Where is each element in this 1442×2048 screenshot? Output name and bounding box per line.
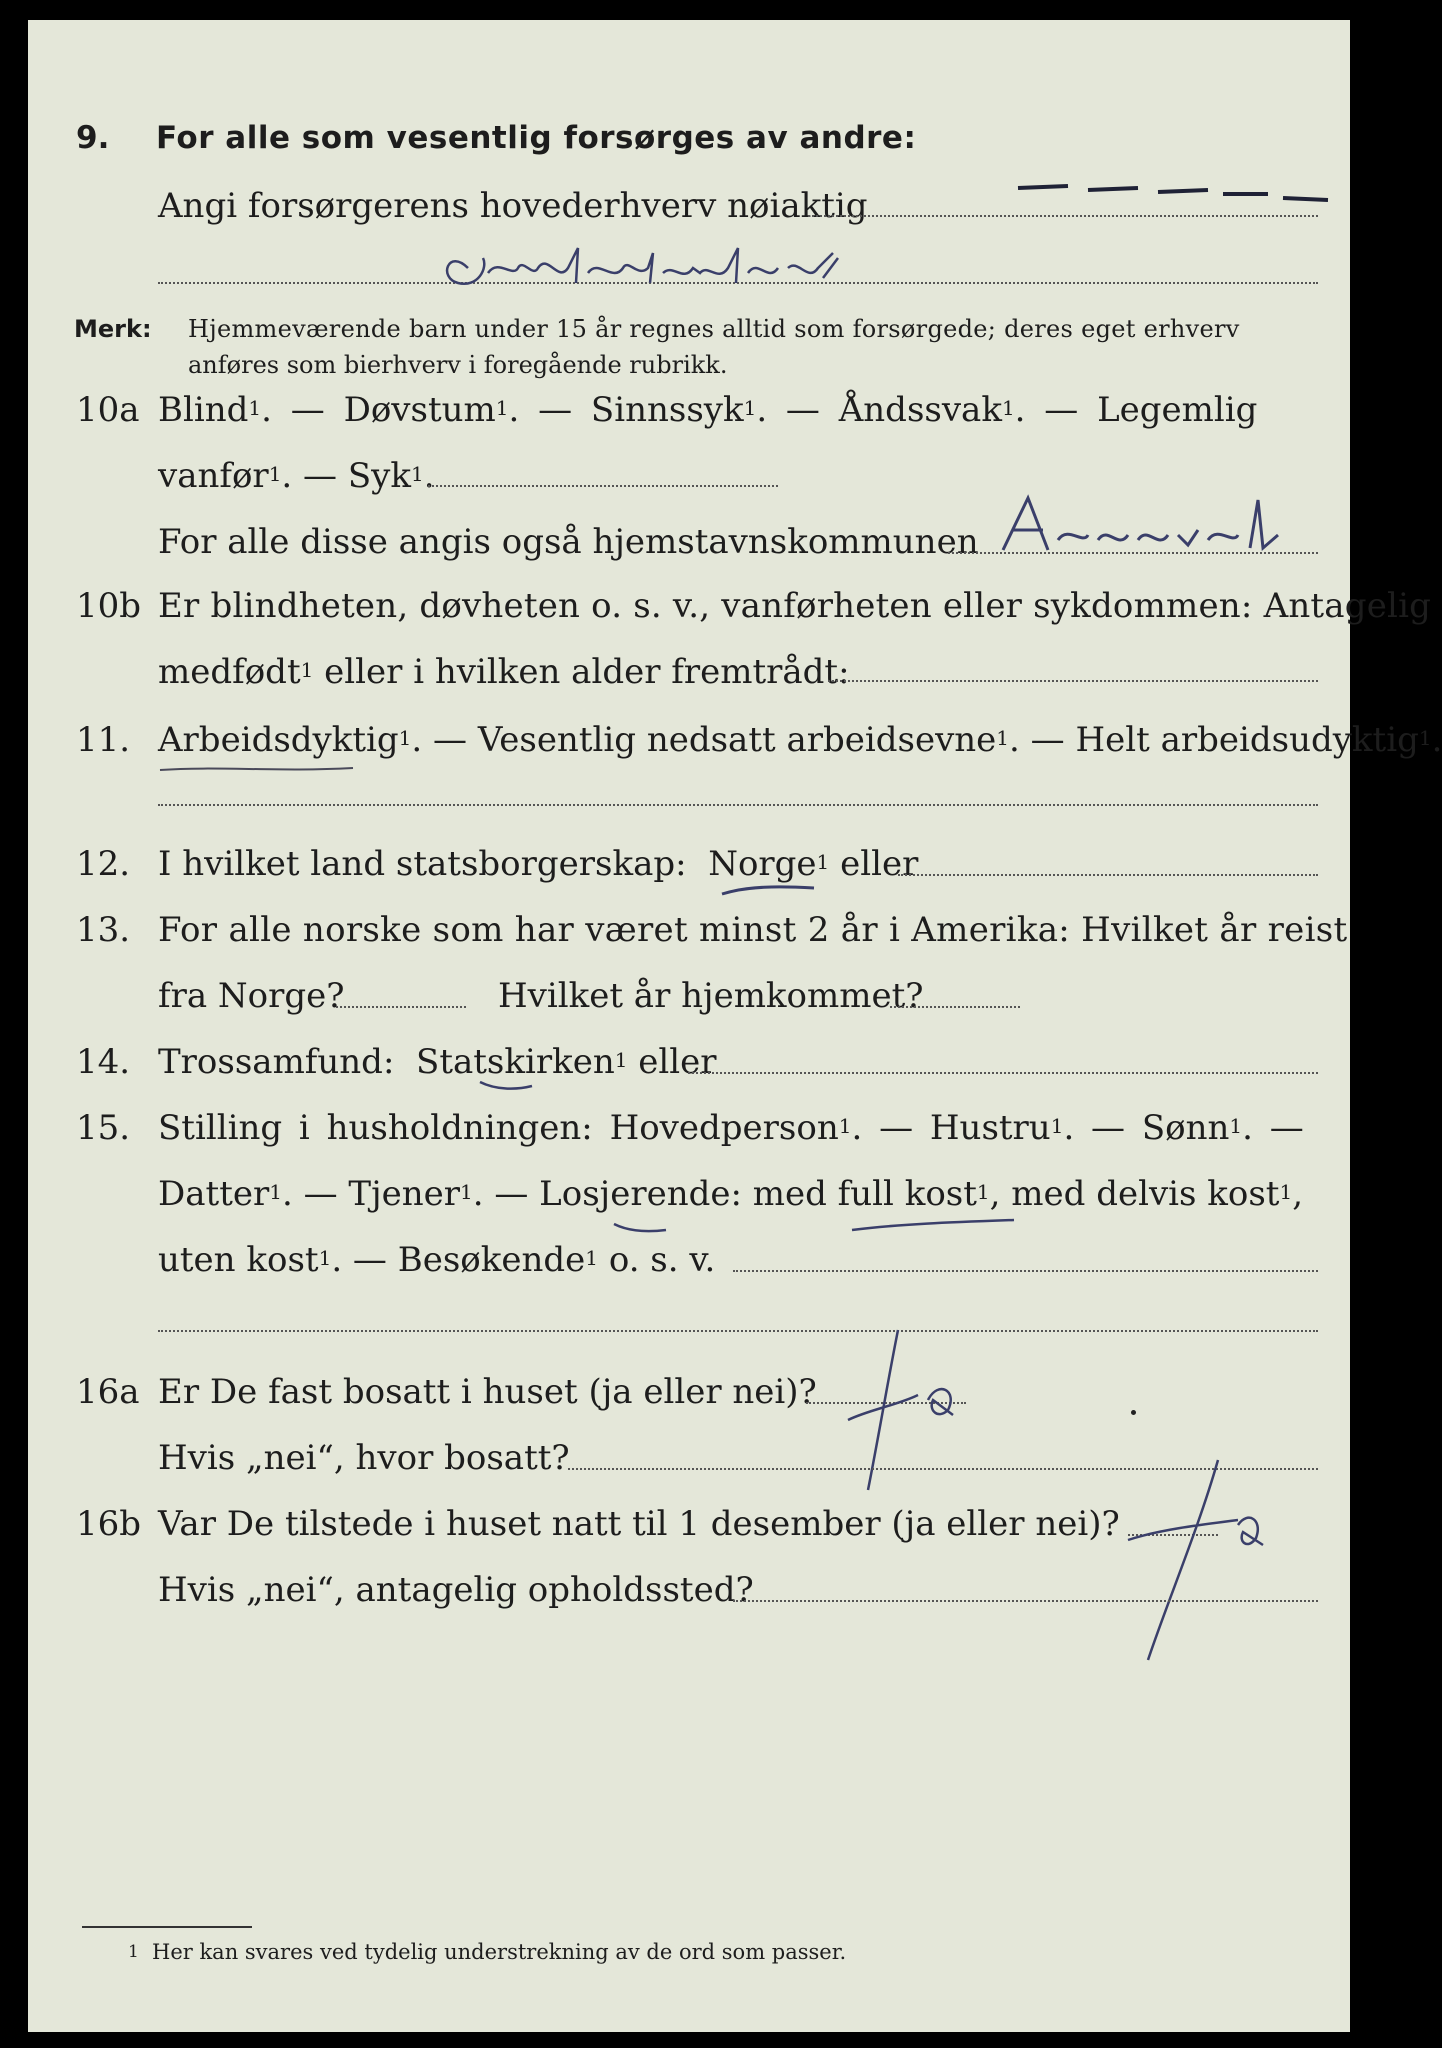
- q13-hjemkommet-line: [890, 1006, 1020, 1008]
- footnote-rule: [82, 1926, 252, 1928]
- q9-pen-stroke: [1008, 168, 1338, 208]
- q16b-line-1: Var De tilstede i huset natt til 1 desember (ja eller nei)?: [158, 1504, 1120, 1544]
- merk-line-2: anføres som bierhverv i foregående rubrikk.: [188, 351, 728, 379]
- q10b-line-2: medfødt$^1$ eller i hvilken alder fremtrådt:: [158, 652, 850, 692]
- q9-answer-line-1: [808, 215, 1318, 217]
- merk-line-1: Hjemmeværende barn under 15 år regnes alltid som forsørgede; deres eget erhverv: [188, 315, 1240, 343]
- q9-number: 9.: [76, 120, 110, 156]
- q15-line-3: uten kost$^1$. — Besøkende$^1$ o. s. v.: [158, 1240, 716, 1280]
- q13-line-1: For alle norske som har været minst 2 år i Amerika: Hvilket år reist: [158, 910, 1348, 950]
- q12-underline-norge: [718, 882, 818, 898]
- footnote-text: Her kan svares ved tydelig understrekning av de ord som passer.: [152, 1940, 847, 1964]
- q16a-line-2: Hvis „nei“, hvor bosatt?: [158, 1438, 570, 1478]
- q9-title: For alle som vesentlig forsørges av andre:: [156, 120, 917, 156]
- q14-line: Trossamfund: Statskirken$^1$ eller: [158, 1042, 717, 1082]
- q10a-number: 10a: [76, 390, 140, 430]
- q15-line-1: Stilling i husholdningen: Hovedperson$^1$. — Hustru$^1$. — Sønn$^1$. —: [158, 1108, 1304, 1148]
- q10b-number: 10b: [76, 586, 142, 626]
- q10a-line-2: vanfør$^1$. — Syk$^1$.: [158, 456, 435, 496]
- q14-answer-line: [688, 1072, 1318, 1074]
- q14-number: 14.: [76, 1042, 131, 1082]
- q15-underline-losjerende: [610, 1220, 670, 1236]
- q10b-line-1: Er blindheten, døvheten o. s. v., vanførheten eller sykdommen: Antagelig: [158, 586, 1432, 626]
- q13-number: 13.: [76, 910, 131, 950]
- q16a-line-1: Er De fast bosatt i huset (ja eller nei)?: [158, 1372, 817, 1412]
- q16b-handwritten-answer: [1088, 1450, 1288, 1670]
- q16b-opholdssted-line: [733, 1600, 1318, 1602]
- q15-underline-full-kost: [848, 1216, 1018, 1236]
- ink-dot: [1131, 1410, 1136, 1415]
- q16a-handwritten-answer: [828, 1320, 988, 1500]
- q10a-syk-line: [428, 485, 778, 487]
- q15-line-2: Datter$^1$. — Tjener$^1$. — Losjerende: med full kost$^1$, med delvis kost$^1$,: [158, 1174, 1304, 1214]
- q10a-line-1: Blind$^1$. — Døvstum$^1$. — Sinnssyk$^1$. — Åndssvak$^1$. — Legemlig: [158, 390, 1258, 430]
- q16b-number: 16b: [76, 1504, 142, 1544]
- q13-line-2b: Hvilket år hjemkommet?: [498, 976, 924, 1016]
- merk-label: Merk:: [74, 315, 152, 343]
- census-form-page: [28, 20, 1442, 2032]
- q11-answer-line: [158, 804, 1318, 806]
- q12-answer-line: [898, 874, 1318, 876]
- q12-number: 12.: [76, 844, 131, 884]
- q11-number: 11.: [76, 720, 131, 760]
- q9-prompt: Angi forsørgerens hovederhverv nøiaktig: [158, 186, 868, 226]
- q12-line: I hvilket land statsborgerskap: Norge$^1$ eller: [158, 844, 919, 884]
- q10a-line-3: For alle disse angis også hjemstavnskommunen: [158, 522, 979, 562]
- q15-number: 15.: [76, 1108, 131, 1148]
- q15-answer-line-2: [158, 1330, 1318, 1332]
- q15-answer-line-1: [733, 1270, 1318, 1272]
- q16b-line-2: Hvis „nei“, antagelig opholdssted?: [158, 1570, 754, 1610]
- q11-line: Arbeidsdyktig$^1$. — Vesentlig nedsatt arbeidsevne$^1$. — Helt arbeidsudyktig$^1$.: [158, 720, 1442, 760]
- footnote-mark: 1: [128, 1942, 139, 1962]
- q13-reist-line: [336, 1006, 466, 1008]
- q14-underline-mark: [476, 1078, 536, 1094]
- q16a-number: 16a: [76, 1372, 140, 1412]
- q13-line-2a: fra Norge?: [158, 976, 345, 1016]
- q9-handwritten-answer: [438, 238, 858, 298]
- q10a-handwritten-answer: [988, 490, 1288, 560]
- q10b-answer-line: [828, 680, 1318, 682]
- q11-underline-mark: [158, 762, 358, 776]
